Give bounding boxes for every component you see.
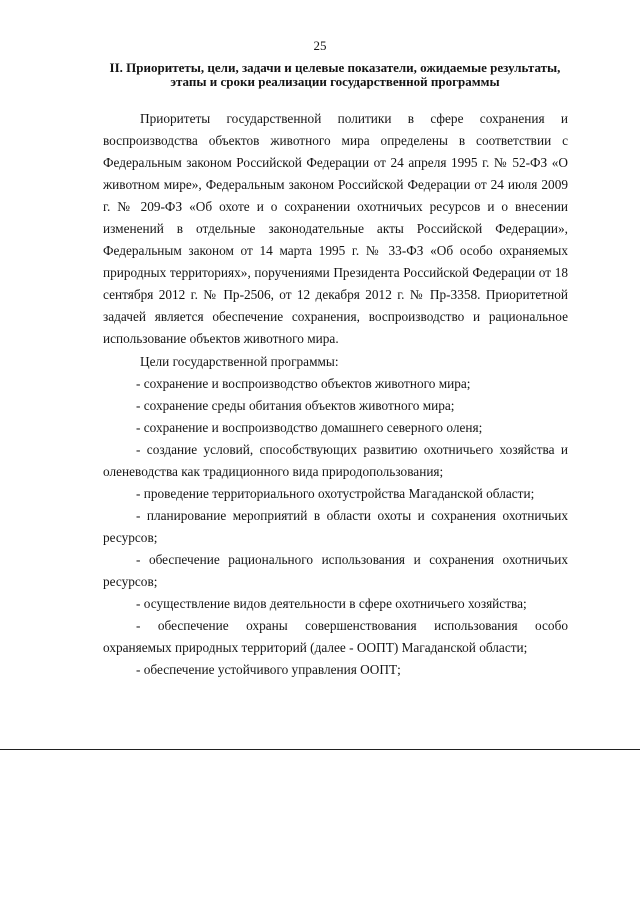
goal-item-7: - обеспечение рационального использования и сохранения охотничьих ресурсов;: [103, 552, 568, 589]
goal-item-9: - обеспечение охраны совершенствования использования особо охраняемых природных территорий (далее - ООПТ) Магаданской области;: [103, 618, 568, 655]
section-heading: II. Приоритеты, цели, задачи и целевые показатели, ожидаемые результаты, этапы и сроки реализации государственной программы: [109, 60, 561, 89]
priorities-paragraph: Приоритеты государственной политики в сфере сохранения и воспроизводства объектов животного мира определены в соответствии с Федеральным законом Российской Федерации от 24 апреля 1995 г. № 52-ФЗ «О животном мире», Федеральным законом Российской Федерации от 24 июля 2009 г. № 209-ФЗ «Об охоте и о сохранении охотничьих ресурсов и о внесении изменений в отдельные законодательные акты Российской Федерации», Федеральным законом от 14 марта 1995 г. № 33-ФЗ «Об особо охраняемых природных территориях», поручениями Президента Российской Федерации от 18 сентября 2012 г. № Пр-2506, от 12 декабря 2012 г. № Пр-3358. Приоритетной задачей является обеспечение сохранения, воспроизводство и рациональное использование объектов животного мира.: [103, 111, 568, 346]
goal-item-10: - обеспечение устойчивого управления ООПТ;: [136, 662, 401, 677]
goal-item-4: - создание условий, способствующих развитию охотничьего хозяйства и оленеводства как традиционного вида природопользования;: [103, 442, 568, 479]
goal-item-3: - сохранение и воспроизводство домашнего северного оленя;: [136, 420, 483, 435]
goal-item-2: - сохранение среды обитания объектов животного мира;: [136, 398, 455, 413]
document-body: [103, 108, 568, 681]
page-number: 25: [313, 38, 327, 53]
goal-item-6: - планирование мероприятий в области охоты и сохранения охотничьих ресурсов;: [103, 508, 568, 545]
goal-item-5: - проведение территориального охотустройства Магаданской области;: [136, 486, 535, 501]
page-bottom-rule: [0, 749, 640, 750]
goal-item-8: - осуществление видов деятельности в сфере охотничьего хозяйства;: [136, 596, 527, 611]
goals-intro: Цели государственной программы:: [140, 354, 339, 369]
goal-item-1: - сохранение и воспроизводство объектов животного мира;: [136, 376, 471, 391]
